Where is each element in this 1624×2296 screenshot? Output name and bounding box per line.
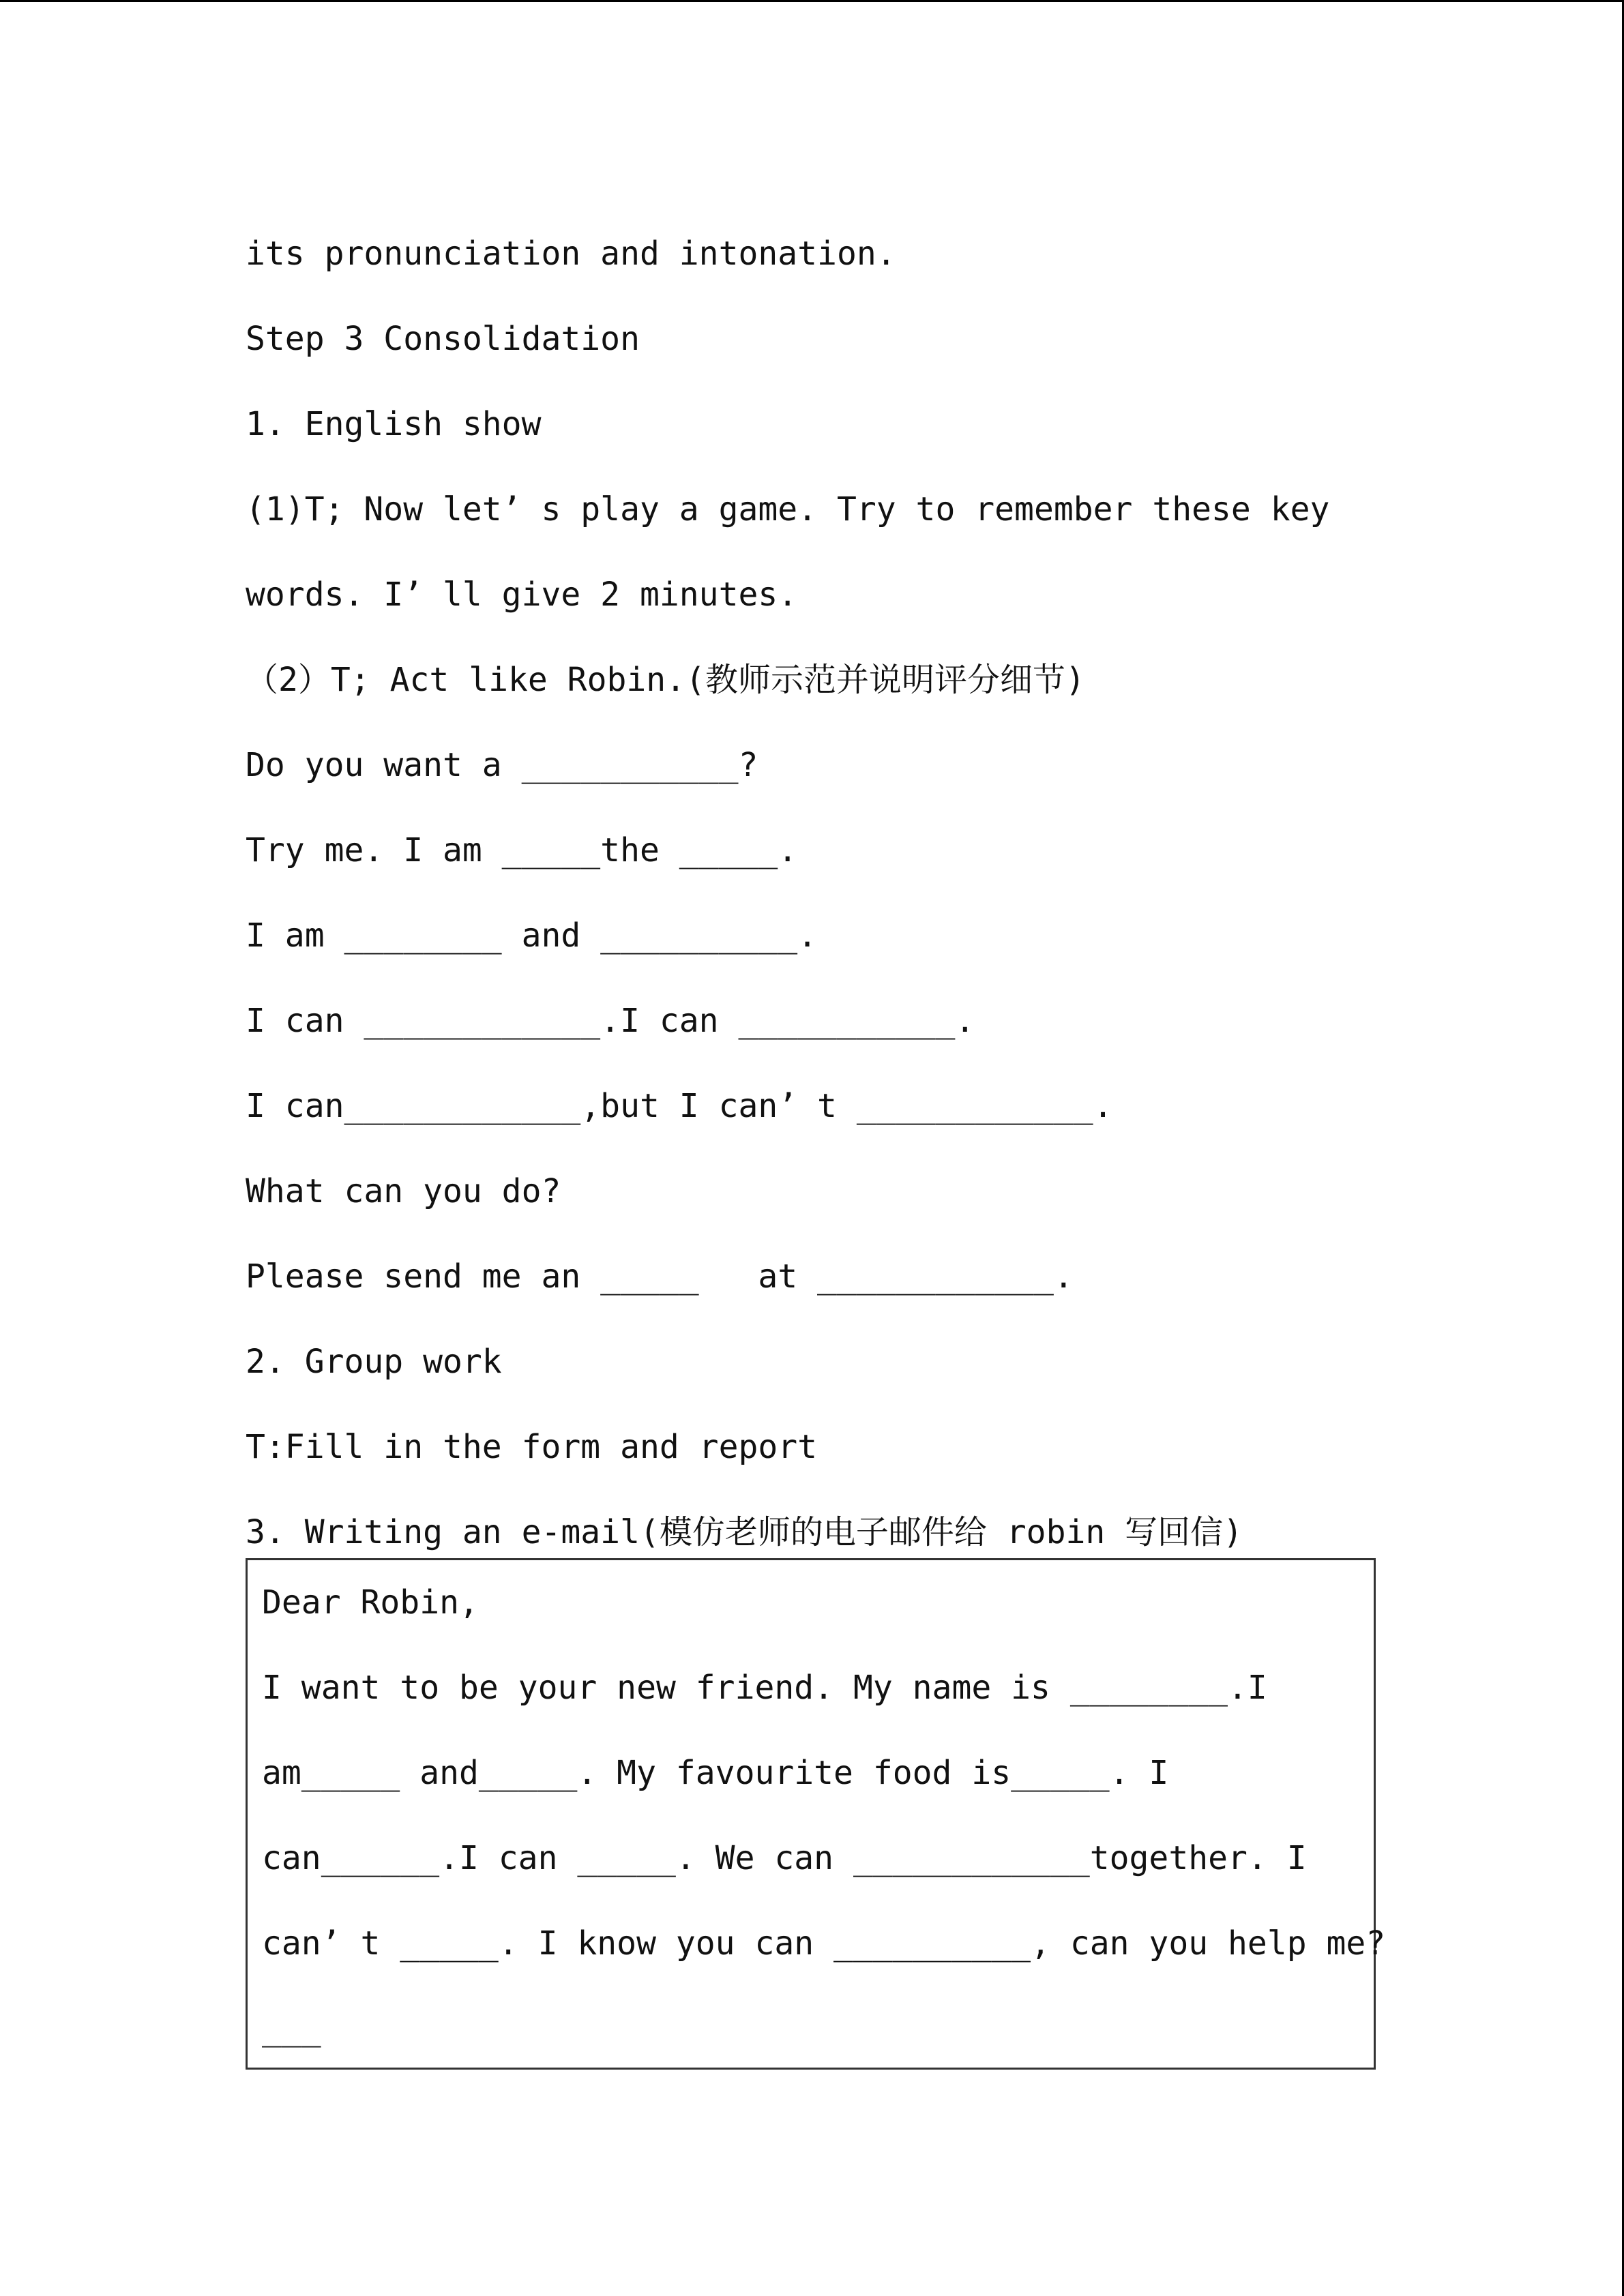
writing-email-heading: 3. Writing an e-mail(模仿老师的电子邮件给 robin 写回信) (246, 1513, 1243, 1551)
fill-blank-line-1: Do you want a ___________? (246, 746, 758, 784)
letter-box (246, 1558, 1386, 2070)
letter-line-5: ___ (262, 2010, 321, 2048)
fill-blank-line-6: Please send me an _____ at ____________. (246, 1257, 1074, 1296)
fill-blank-line-2: Try me. I am _____the _____. (246, 831, 798, 869)
instruction-line-1: (1)T; Now let’ s play a game. Try to remember these key (246, 490, 1330, 528)
letter-line-3: can______.I can _____. We can ____________together. I (262, 1839, 1307, 1877)
group-work-heading: 2. Group work (246, 1343, 502, 1381)
instruction-act-like-robin: （2）T; Act like Robin.(教师示范并说明评分细节) (246, 661, 1085, 699)
group-work-instruction: T:Fill in the form and report (246, 1428, 818, 1466)
question-line: What can you do? (246, 1172, 561, 1210)
letter-line-1: I want to be your new friend. My name is ________.I (262, 1669, 1267, 1707)
document-body (246, 211, 1391, 1575)
letter-body (262, 1560, 1386, 2072)
step-3-heading: Step 3 Consolidation (246, 320, 640, 358)
fill-blank-line-5: I can____________,but I can’ t ____________. (246, 1087, 1113, 1125)
english-show-heading: 1. English show (246, 405, 542, 443)
text-line-pronunciation: its pronunciation and intonation. (246, 235, 896, 273)
fill-blank-line-3: I am ________ and __________. (246, 916, 818, 955)
instruction-line-2: words. I’ ll give 2 minutes. (246, 576, 798, 614)
letter-line-4: can’ t _____. I know you can __________, can you help me? (262, 1924, 1386, 1963)
fill-blank-line-4: I can ____________.I can ___________. (246, 1002, 975, 1040)
letter-line-2: am_____ and_____. My favourite food is_____. I (262, 1754, 1169, 1792)
letter-greeting: Dear Robin, (262, 1583, 479, 1622)
page-top-border (0, 0, 1624, 2)
